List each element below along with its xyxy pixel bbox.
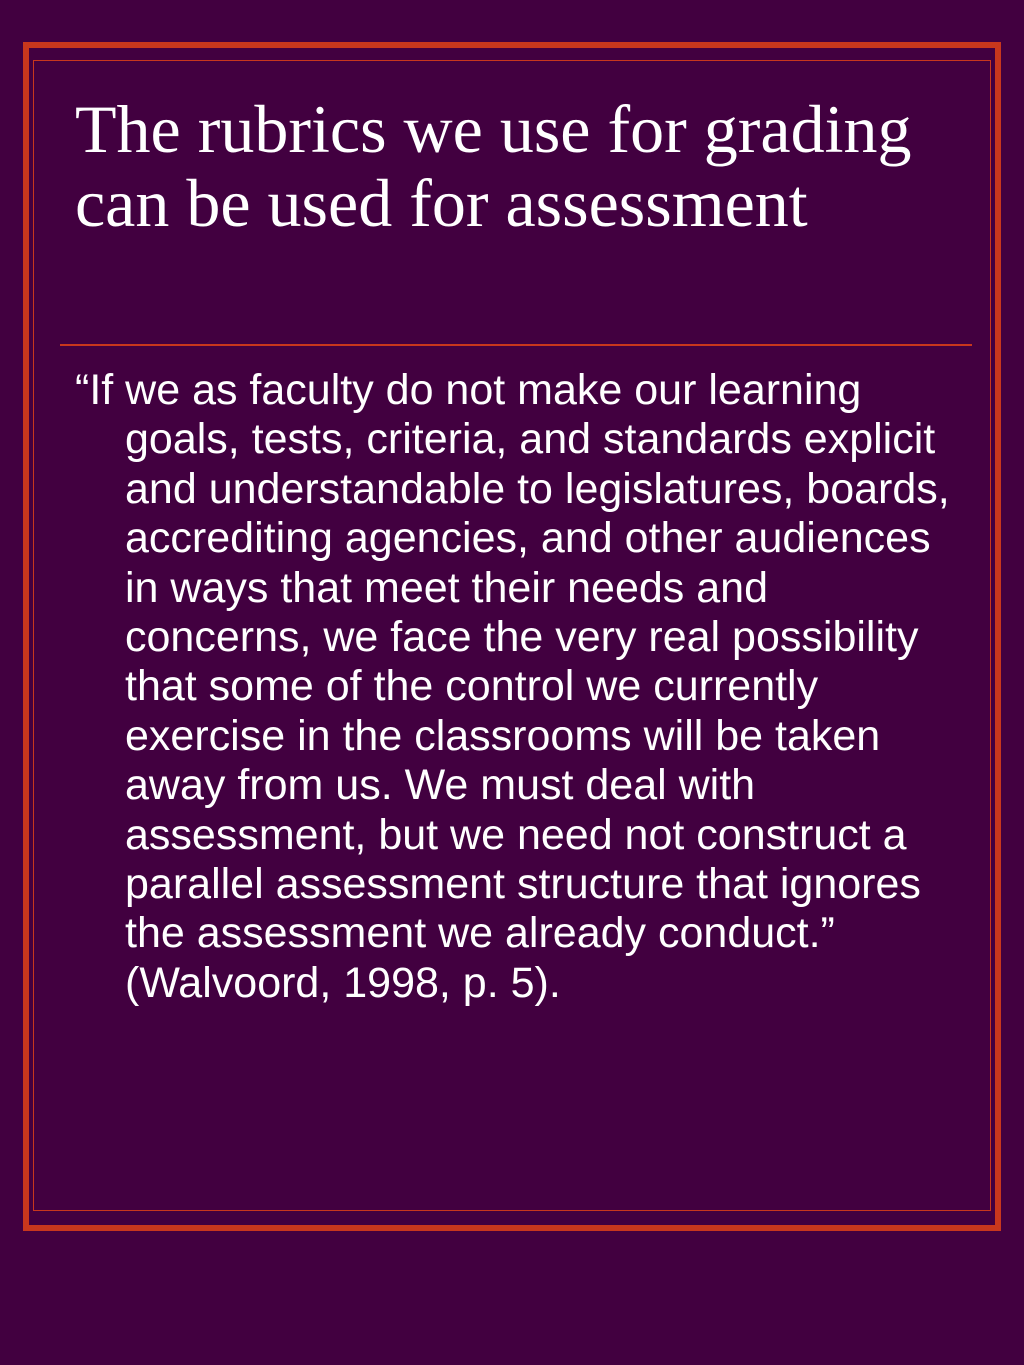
quote-text: “If we as faculty do not make our learning goals, tests, criteria, and standards explicit and understandable to legislatures, boards, accrediting agencies, and other audiences in ways that meet their needs and concerns, we face the very real possibility that some of the control we currently exercise in the classrooms will be taken away from us. We must deal with assessment, but we need not construct a parallel assessment structure that ignores the assessment we already conduct.” (Walvoord, 1998, p. 5). bbox=[75, 366, 950, 1007]
title-divider bbox=[60, 344, 972, 346]
slide-title: The rubrics we use for grading can be used for assessment bbox=[75, 91, 912, 241]
